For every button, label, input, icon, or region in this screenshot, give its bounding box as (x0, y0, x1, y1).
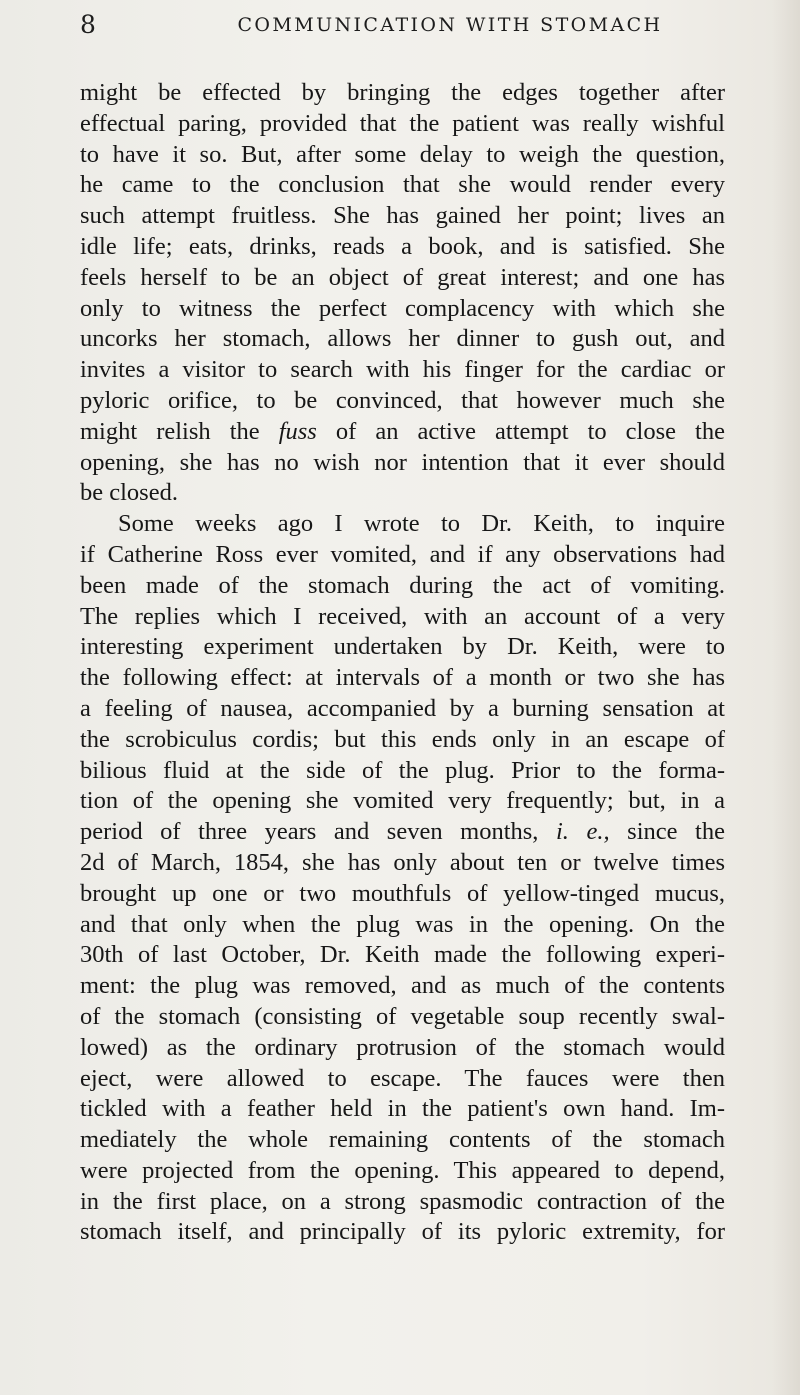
text-line: The replies which I received, with an account of a very (80, 602, 725, 630)
page-header (80, 4, 720, 44)
text-line: stomach itself, and principally of its pyloric extremity, for (80, 1218, 725, 1246)
paragraph-first-line: Some weeks ago I wrote to Dr. Keith, to inquire (118, 510, 725, 538)
text-line: ment: the plug was removed, and as much of the contents (80, 972, 725, 1000)
text-line: tion of the opening she vomited very frequently; but, in a (80, 787, 725, 815)
text-line: feels herself to be an object of great interest; and one has (80, 263, 725, 291)
body-text (80, 78, 725, 1248)
running-head: COMMUNICATION WITH STOMACH (237, 14, 663, 36)
text-line: the following effect: at intervals of a month or two she has (80, 664, 725, 692)
text-line: been made of the stomach during the act of vomiting. (80, 571, 725, 599)
text-line: opening, she has no wish nor intention that it ever should (80, 448, 725, 476)
text-line: uncorks her stomach, allows her dinner to gush out, and (80, 325, 725, 353)
text-line: the scrobiculus cordis; but this ends only in an escape of (80, 725, 725, 753)
text-line: tickled with a feather held in the patient's own hand. Im- (80, 1095, 725, 1123)
page-number: 8 (80, 10, 97, 39)
text-line: mediately the whole remaining contents of the stomach (80, 1126, 725, 1154)
text-line: interesting experiment undertaken by Dr. Keith, were to (80, 633, 725, 661)
text-line: brought up one or two mouthfuls of yellow-tinged mucus, (80, 879, 725, 907)
text-run: might relish the (80, 417, 279, 445)
text-line: he came to the conclusion that she would render every (80, 171, 725, 199)
text-line: eject, were allowed to escape. The fauces were then (80, 1064, 725, 1092)
text-line: were projected from the opening. This appeared to depend, (80, 1156, 725, 1184)
text-run: period of three years and seven months, (80, 818, 556, 846)
text-line: a feeling of nausea, accompanied by a burning sensation at (80, 694, 725, 722)
text-line: to have it so. But, after some delay to weigh the question, (80, 140, 725, 168)
text-line: lowed) as the ordinary protrusion of the stomach would (80, 1033, 725, 1061)
text-line: bilious fluid at the side of the plug. Prior to the forma- (80, 756, 725, 784)
text-line: such attempt fruitless. She has gained her point; lives an (80, 202, 725, 230)
text-line: in the first place, on a strong spasmodic contraction of the (80, 1187, 725, 1215)
text-line (80, 417, 725, 448)
text-line: might be effected by bringing the edges together after (80, 79, 725, 106)
page-edge-shadow (772, 0, 800, 1395)
text-run: since the (609, 818, 725, 846)
text-line: and that only when the plug was in the opening. On the (80, 910, 725, 938)
text-run: of an active attempt to close the (316, 417, 725, 445)
text-line: idle life; eats, drinks, reads a book, and is satisfied. She (80, 232, 725, 260)
text-line: 30th of last October, Dr. Keith made the following experi- (80, 941, 725, 969)
text-line: 2d of March, 1854, she has only about ten or twelve times (80, 848, 725, 876)
text-line: effectual paring, provided that the patient was really wishful (80, 109, 725, 137)
text-line: only to witness the perfect complacency with which she (80, 294, 725, 322)
text-line (80, 817, 725, 848)
paragraph-end-line: be closed. (80, 479, 178, 507)
text-line: if Catherine Ross ever vomited, and if any observations had (80, 540, 725, 568)
text-line: invites a visitor to search with his finger for the cardiac or (80, 356, 725, 384)
text-line: of the stomach (consisting of vegetable soup recently swal- (80, 1002, 725, 1030)
italic-emphasis: fuss (278, 417, 317, 445)
text-line: pyloric orifice, to be convinced, that however much she (80, 386, 725, 414)
italic-emphasis: i. e., (555, 818, 610, 846)
